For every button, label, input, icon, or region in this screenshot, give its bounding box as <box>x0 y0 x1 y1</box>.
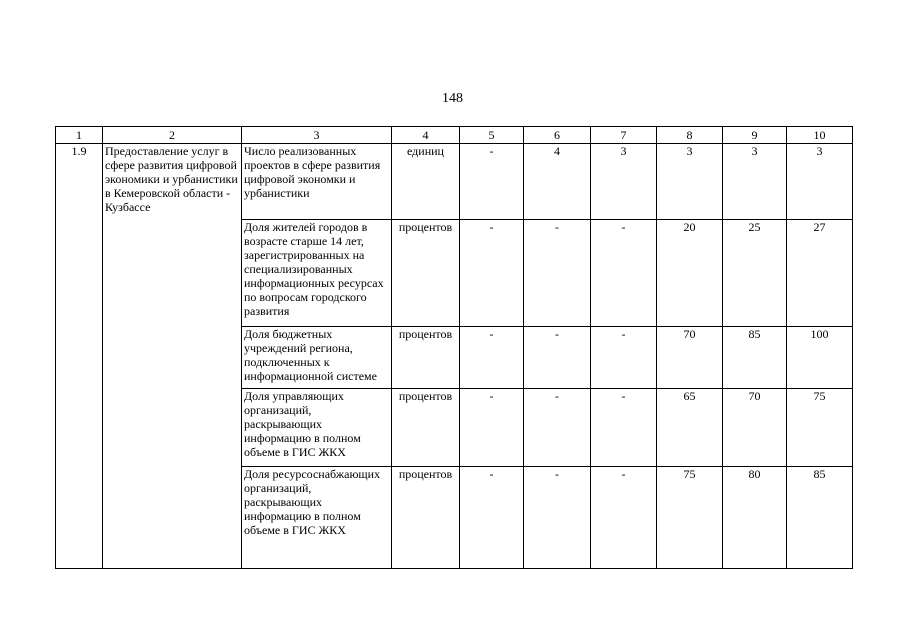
value-cell: - <box>591 467 657 569</box>
value-cell: 70 <box>723 389 787 467</box>
column-header: 6 <box>524 127 591 144</box>
program-name: Предоставление услуг в сфере развития цифровой экономики и урбанистики в Кемеровской области - Кузбассе <box>103 144 242 569</box>
value-cell: 25 <box>723 220 787 327</box>
indicator-name: Доля жителей городов в возрасте старше 14 лет, зарегистрированных на специализированных информационных ресурсах по вопросам городского развития <box>242 220 392 327</box>
value-cell: 80 <box>723 467 787 569</box>
value-cell: - <box>524 389 591 467</box>
column-header: 5 <box>460 127 524 144</box>
value-cell: 70 <box>657 327 723 389</box>
value-cell: 3 <box>657 144 723 220</box>
value-cell: - <box>460 389 524 467</box>
column-header: 4 <box>392 127 460 144</box>
value-cell: - <box>460 327 524 389</box>
value-cell: 75 <box>787 389 853 467</box>
value-cell: 3 <box>591 144 657 220</box>
indicator-unit: процентов <box>392 467 460 569</box>
page-number: 148 <box>442 91 463 106</box>
column-header: 1 <box>56 127 103 144</box>
indicator-unit: процентов <box>392 327 460 389</box>
value-cell: 4 <box>524 144 591 220</box>
value-cell: 20 <box>657 220 723 327</box>
value-cell: 3 <box>723 144 787 220</box>
value-cell: 75 <box>657 467 723 569</box>
indicator-name: Доля бюджетных учреждений региона, подключенных к информационной системе <box>242 327 392 389</box>
indicator-unit: процентов <box>392 389 460 467</box>
row-number: 1.9 <box>56 144 103 569</box>
value-cell: - <box>460 467 524 569</box>
table-row <box>56 144 853 220</box>
value-cell: 65 <box>657 389 723 467</box>
value-cell: - <box>591 327 657 389</box>
value-cell: 3 <box>787 144 853 220</box>
column-header: 7 <box>591 127 657 144</box>
value-cell: - <box>460 144 524 220</box>
column-number-row <box>56 127 853 144</box>
value-cell: - <box>591 389 657 467</box>
value-cell: - <box>524 467 591 569</box>
value-cell: - <box>524 327 591 389</box>
column-header: 9 <box>723 127 787 144</box>
value-cell: 100 <box>787 327 853 389</box>
indicators-table <box>55 126 853 569</box>
indicator-unit: единиц <box>392 144 460 220</box>
column-header: 3 <box>242 127 392 144</box>
indicator-unit: процентов <box>392 220 460 327</box>
indicator-name: Доля ресурсоснабжающих организаций, раскрывающих информацию в полном объеме в ГИС ЖКХ <box>242 467 392 569</box>
value-cell: - <box>460 220 524 327</box>
value-cell: - <box>591 220 657 327</box>
indicator-name: Доля управляющих организаций, раскрывающих информацию в полном объеме в ГИС ЖКХ <box>242 389 392 467</box>
column-header: 2 <box>103 127 242 144</box>
value-cell: 27 <box>787 220 853 327</box>
value-cell: 85 <box>787 467 853 569</box>
value-cell: 85 <box>723 327 787 389</box>
indicator-name: Число реализованных проектов в сфере развития цифровой экономки и урбанистики <box>242 144 392 220</box>
column-header: 8 <box>657 127 723 144</box>
value-cell: - <box>524 220 591 327</box>
column-header: 10 <box>787 127 853 144</box>
